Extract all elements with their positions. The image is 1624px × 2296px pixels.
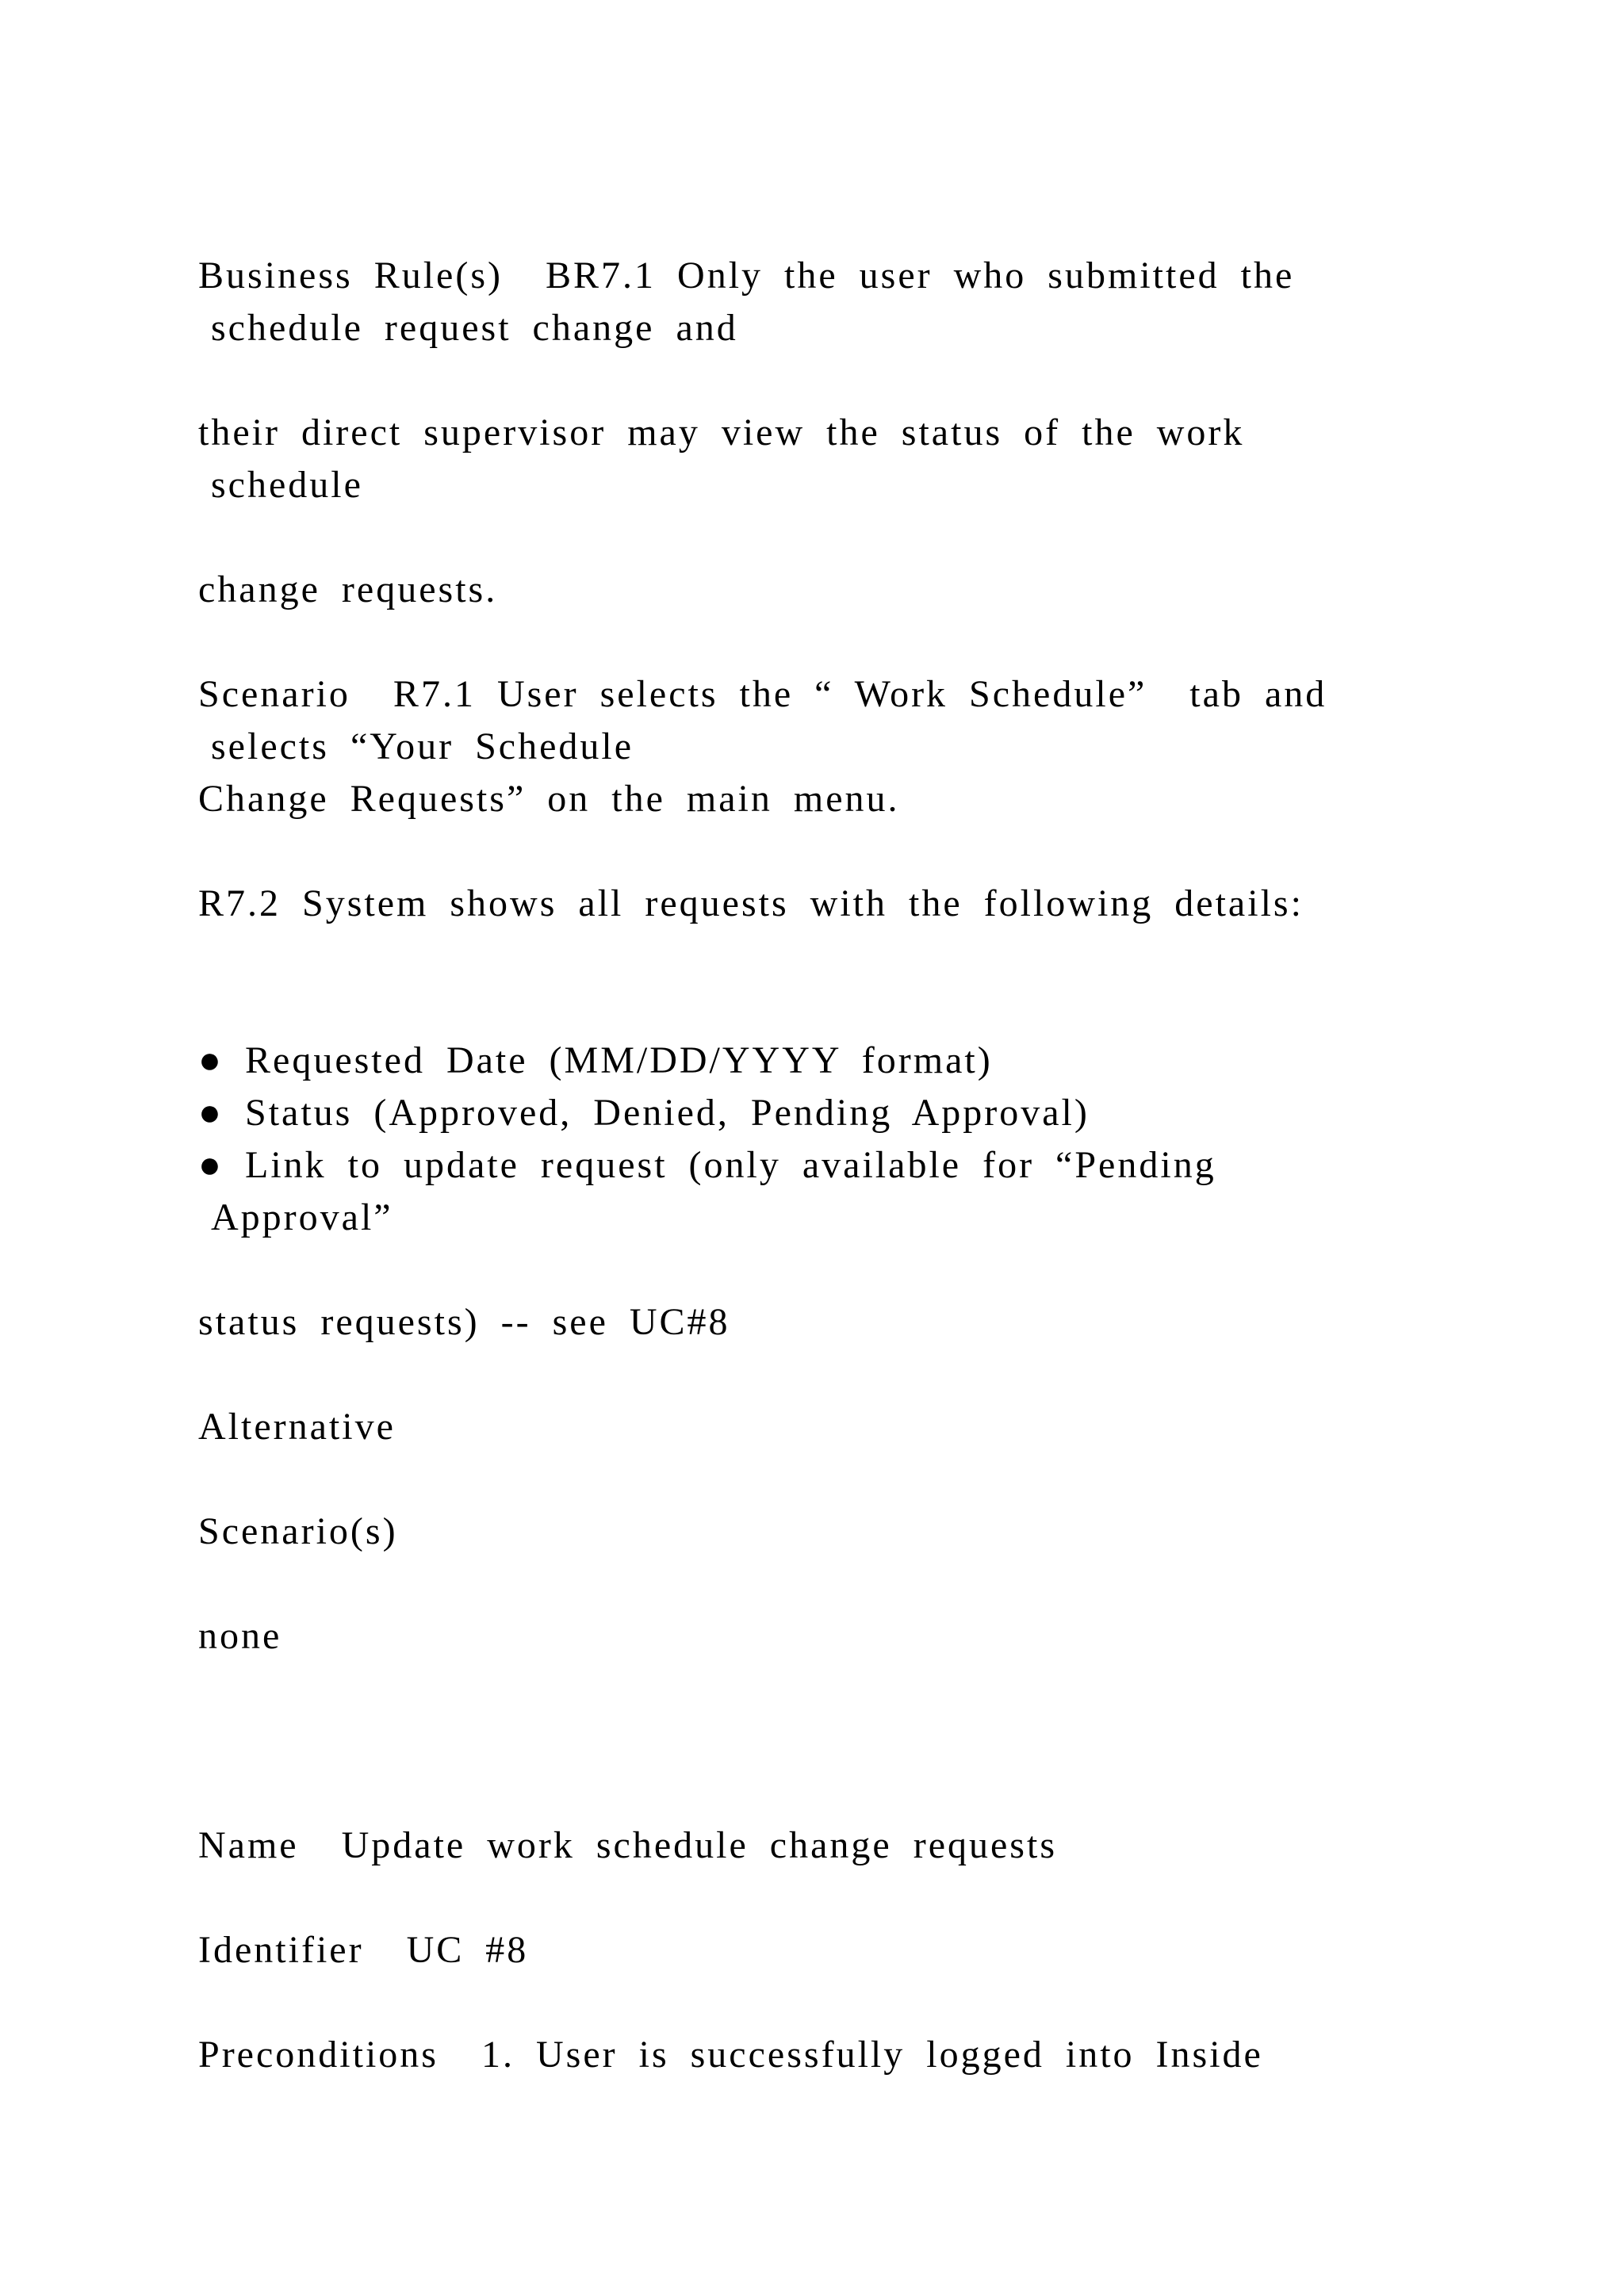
alternative-label: Scenario(s) [198,1510,398,1552]
business-rule-line: schedule [211,464,363,506]
alternative-value: none [198,1615,282,1657]
bullet-item: ● Status (Approved, Denied, Pending Approval) [198,1092,1090,1134]
scenario-line: R7.2 System shows all requests with the following details: [198,882,1304,924]
business-rule-line: change requests. [198,568,498,610]
identifier-line: Identifier UC #8 [198,1929,529,1971]
name-line: Name Update work schedule change requests [198,1824,1057,1866]
bullet-item: status requests) -- see UC#8 [198,1301,730,1343]
business-rule-line: Business Rule(s) BR7.1 Only the user who submitted the [198,254,1295,297]
business-rule-line: schedule request change and [211,307,738,349]
bullet-item: Approval” [211,1196,393,1238]
scenario-line: selects “Your Schedule [211,725,634,767]
scenario-line: Scenario R7.1 User selects the “ Work Schedule” tab and [198,673,1327,715]
bullet-item: ● Requested Date (MM/DD/YYYY format) [198,1039,993,1081]
business-rule-line: their direct supervisor may view the status of the work [198,411,1245,453]
alternative-label: Alternative [198,1406,396,1448]
preconditions-line: Preconditions 1. User is successfully logged into Inside [198,2034,1263,2076]
bullet-item: ● Link to update request (only available for “Pending [198,1144,1216,1186]
scenario-line: Change Requests” on the main menu. [198,778,900,820]
